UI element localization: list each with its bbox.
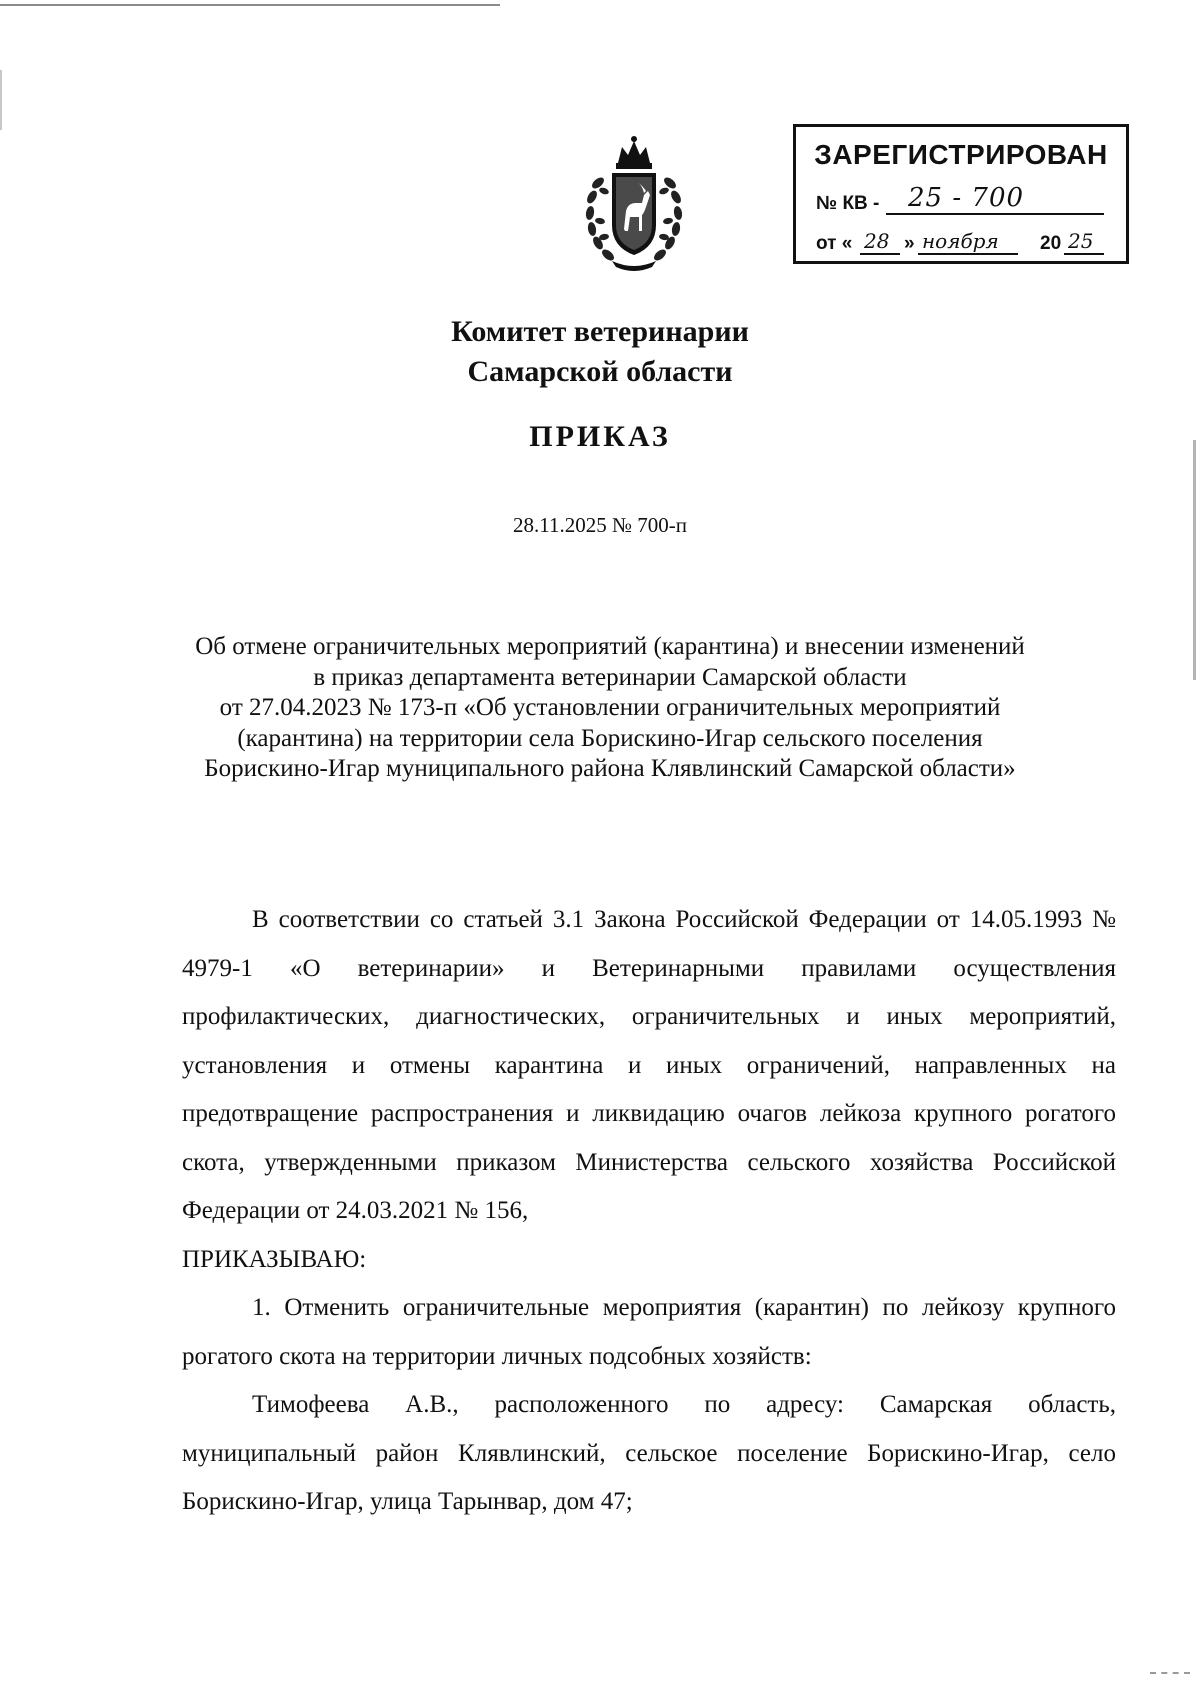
stamp-month-underline (918, 253, 1018, 255)
body-preamble: В соответствии со статьей 3.1 Закона Российской Федерации от 14.05.1993 № 4979-1 «О ветеринарии» и Ветеринарными правилами осуществления профилактических, диагностических, ограничительных и иных мероприятий, установления и отмены карантина и иных ограничений, направленных на предотвращение распространения и ликвидацию очагов лейкоза крупного рогатого скота, утвержденными приказом Министерства сельского хозяйства Российской Федерации от 24.03.2021 № 156, (182, 906, 1116, 1224)
stamp-date-day: 28 (864, 229, 890, 253)
stamp-date-month: ноября (922, 229, 999, 253)
stamp-title: ЗАРЕГИСТРИРОВАН (814, 139, 1108, 170)
subject-line: от 27.04.2023 № 173-п «Об установлении ограничительных мероприятий (219, 694, 1001, 721)
body-item-1: 1. Отменить ограничительные мероприятия (карантин) по лейкозу крупного рогатого скота на территории личных подсобных хозяйств: (182, 1294, 1116, 1370)
subject-line: Борискино-Игар муниципального района Клявлинский Самарской области» (204, 755, 1016, 782)
wreath-left-icon (585, 175, 616, 262)
stamp-date-prefix: от « (816, 233, 853, 254)
crown-icon (616, 136, 652, 169)
document-subject (160, 632, 1060, 785)
organization-name-line-2: Самарской области (467, 355, 733, 388)
coat-of-arms-emblem (578, 133, 690, 273)
organization-name (0, 312, 1200, 392)
document-date-number: 28.11.2025 № 700-п (513, 513, 687, 537)
stamp-date-year-label: 20 (1040, 233, 1062, 254)
scan-dash (1150, 1672, 1190, 1676)
subject-line: (карантина) на территории села Борискино-Игар сельского поселения (237, 724, 983, 752)
stamp-number-label: № КВ - (816, 193, 880, 214)
stamp-date-row (816, 225, 1112, 259)
registration-stamp (793, 124, 1129, 264)
stamp-number-value: 25 - 700 (908, 183, 1025, 213)
subject-line: в приказ департамента ветеринарии Самарской области (313, 663, 907, 691)
stamp-date-mid: » (904, 233, 915, 254)
body-order-word: ПРИКАЗЫВАЮ: (182, 1245, 367, 1273)
scan-edge-top (0, 4, 500, 6)
stamp-year-underline (1064, 253, 1104, 255)
document-body (182, 896, 1116, 1527)
stamp-day-underline (860, 253, 900, 255)
stamp-number-underline (886, 213, 1104, 215)
document-type: ПРИКАЗ (529, 420, 671, 453)
wreath-right-icon (652, 175, 683, 262)
scan-edge-right (1193, 440, 1196, 680)
scan-edge-left (0, 70, 2, 130)
stamp-number-row (816, 185, 1112, 219)
body-item-1-entry: Тимофеева А.В., расположенного по адресу: Самарская область, муниципальный район Клявлинский, сельское поселение Борискино-Игар, село Борискино-Игар, улица Тарынвар, дом 47; (182, 1391, 1116, 1515)
stamp-date-year-value: 25 (1068, 229, 1094, 253)
organization-name-line-1: Комитет ветеринарии (451, 315, 749, 348)
subject-line: Об отмене ограничительных мероприятий (карантина) и внесении изменений (195, 633, 1025, 660)
